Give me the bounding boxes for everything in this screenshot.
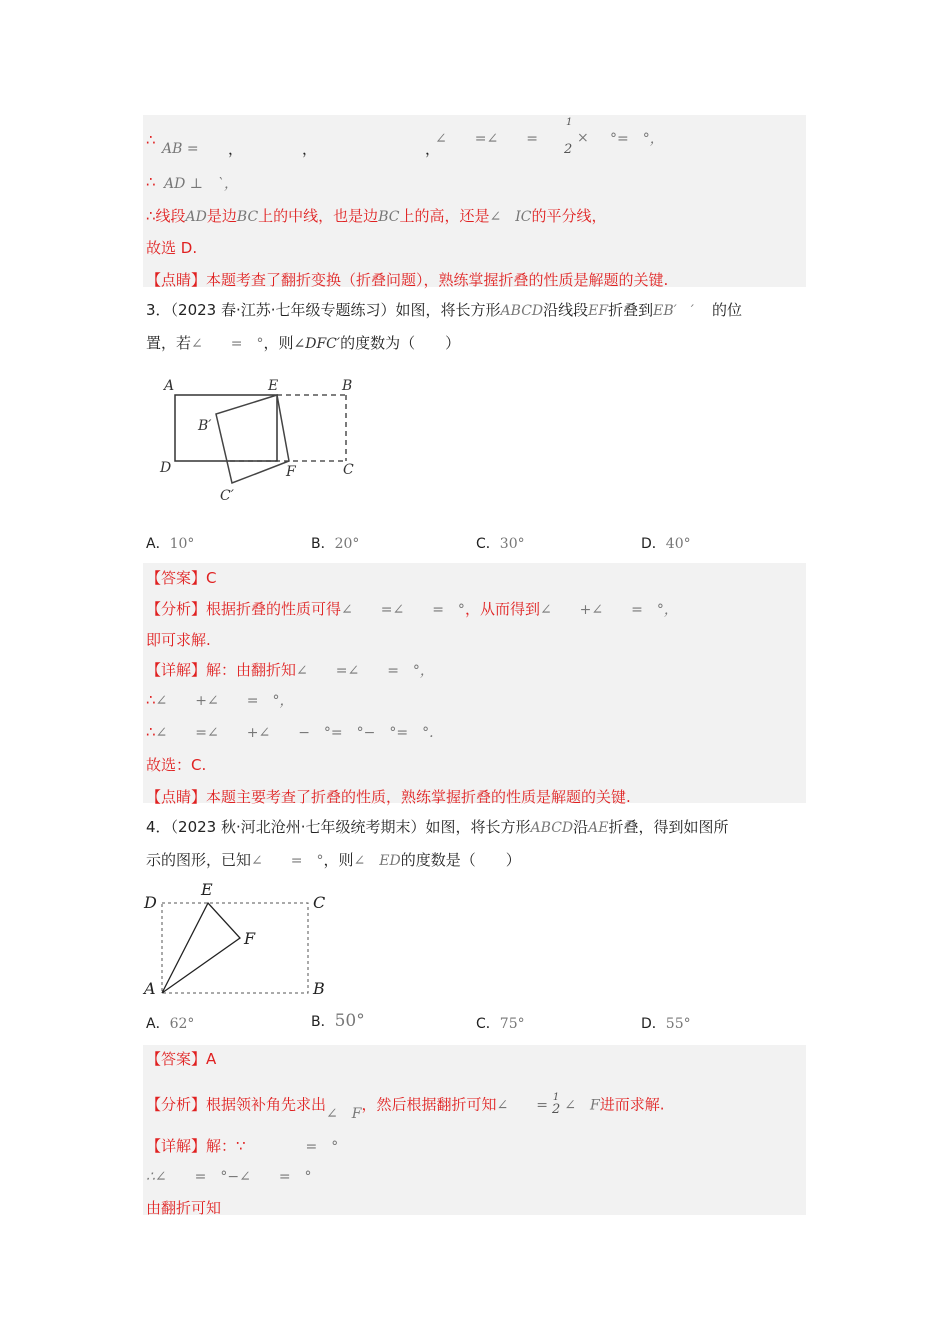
- label-F: F: [286, 464, 296, 480]
- text-segment: 的度数是（ ）: [400, 851, 521, 869]
- option-value: 20°: [334, 536, 360, 552]
- comment-line: 【点睛】本题考查了翻折变换（折叠问题），熟练掌握折叠的性质是解题的关键.: [146, 271, 669, 289]
- option-letter: C．: [476, 536, 500, 552]
- question-4-stem-line2: [146, 849, 521, 870]
- fraction-half: [552, 1093, 560, 1117]
- question-3-stem-line2: [146, 332, 460, 353]
- option-value: 40°: [665, 536, 691, 552]
- math-angle-expr: ∠ =: [496, 1097, 548, 1114]
- q3-option-c[interactable]: [476, 533, 525, 553]
- text-segment: 【详解】解：∵: [146, 1137, 246, 1155]
- option-letter: C．: [476, 1016, 500, 1032]
- math-ad-perp: AD ⊥ `，: [164, 176, 238, 192]
- solution-block-q4: [143, 1045, 806, 1215]
- solution-text-line: [146, 205, 606, 226]
- option-letter: A．: [146, 536, 170, 552]
- math-bc: BC: [378, 209, 400, 225]
- question-number: 4．: [146, 818, 171, 836]
- fraction-numerator: 1: [566, 117, 573, 128]
- math-angle-given: ∠ = °: [251, 853, 324, 869]
- math-angle-expr: ∠ +∠ = °，: [155, 693, 294, 709]
- text-segment: 上的高，还是: [399, 207, 490, 225]
- q3-figure: [150, 370, 370, 510]
- text-segment: 折叠，得到如图所: [608, 818, 729, 836]
- folded-triangle: [162, 903, 240, 993]
- text-segment: 【分析】根据折叠的性质可得: [146, 600, 342, 618]
- answer-line: 【答案】C: [146, 569, 217, 587]
- text-segment: 折叠到: [608, 301, 654, 319]
- math-ab: AB =: [162, 141, 199, 157]
- step-line: [146, 690, 293, 710]
- label-B: B: [313, 979, 325, 998]
- text-segment: 的度数为（ ）: [340, 334, 461, 352]
- label-B: B: [342, 378, 353, 394]
- option-value: 10°: [169, 536, 195, 552]
- math-angle-expr: ∠ =∠ = °，: [296, 663, 434, 679]
- math-ae: AE: [588, 820, 609, 836]
- text-segment: 沿: [573, 818, 589, 836]
- math-angle-expr: ∠ F: [326, 1105, 362, 1122]
- q4-option-c[interactable]: [476, 1013, 525, 1033]
- option-letter: D．: [641, 1016, 666, 1032]
- label-Cprime: C′: [220, 488, 234, 504]
- detail-line: [146, 659, 434, 680]
- text-segment: 是边: [206, 207, 237, 225]
- text-segment: 【详解】解：由翻折知: [146, 661, 297, 679]
- question-3-stem: [146, 299, 742, 320]
- step-line: ∴∠ = °−∠ = °: [146, 1169, 312, 1185]
- math-bc: BC: [236, 209, 259, 225]
- math-comma: ，: [302, 140, 318, 158]
- label-Bprime: B′: [198, 418, 212, 434]
- therefore-symbol: ∴: [146, 173, 156, 191]
- analysis-line: 即可求解.: [146, 631, 211, 649]
- text-segment: 沿线段: [543, 301, 589, 319]
- therefore-symbol: ∴: [146, 723, 156, 741]
- option-letter: D．: [641, 536, 666, 552]
- fraction-denominator: 2: [551, 1102, 561, 1117]
- rect-dashed: [162, 903, 308, 993]
- option-value: 75°: [499, 1016, 525, 1032]
- math-expr: = °: [305, 1139, 339, 1155]
- math-ad: AD: [185, 209, 207, 225]
- option-value: 55°: [665, 1016, 691, 1032]
- fraction-numerator: 1: [552, 1092, 560, 1103]
- analysis-line: [146, 598, 678, 619]
- math-angle-ed: ∠ ED: [353, 853, 401, 869]
- therefore-symbol: ∴: [146, 131, 156, 149]
- q4-figure: [140, 876, 340, 1001]
- q4-option-b[interactable]: [311, 1011, 365, 1031]
- math-angle: ∠ IC: [489, 209, 532, 225]
- q4-option-d[interactable]: [641, 1013, 691, 1033]
- label-C: C: [313, 893, 326, 912]
- text-segment: ，然后根据翻折可知: [361, 1095, 497, 1114]
- math-angle-expr: ∠ =∠ = °: [341, 602, 465, 618]
- text-segment: 的位: [711, 301, 742, 319]
- conclusion-line: 故选：C.: [146, 756, 207, 774]
- folded-quadrilateral: [216, 395, 289, 483]
- label-E: E: [268, 378, 279, 394]
- label-F: F: [244, 929, 256, 948]
- question-number: 3．: [146, 301, 171, 319]
- comment-line: 【点睛】本题主要考查了折叠的性质，熟练掌握折叠的性质是解题的关键.: [146, 788, 631, 806]
- label-D: D: [144, 893, 157, 912]
- math-angle-expr: ∠ =∠ +∠ − °= °− °= °.: [155, 725, 434, 741]
- question-source: （2023 春·江苏·七年级专题练习）如图，将长方形: [170, 301, 501, 319]
- option-letter: A．: [146, 1016, 170, 1032]
- answer-line: 【答案】A: [146, 1050, 217, 1068]
- analysis-line: [146, 1092, 665, 1122]
- label-C: C: [343, 462, 354, 478]
- q3-option-a[interactable]: [146, 533, 194, 553]
- math-times: ×: [577, 130, 589, 146]
- math-deg-expr: °= °，: [610, 131, 664, 147]
- text-segment: ，则: [263, 334, 294, 352]
- math-comma: ，: [228, 140, 244, 158]
- rect-adcb-left: [175, 395, 277, 461]
- math-dfc-angle: ∠DFC′: [293, 336, 341, 352]
- conclusion-line: 故选 D.: [146, 239, 198, 257]
- text-segment: 示的图形，已知: [146, 851, 252, 869]
- fraction-denominator: 2: [564, 142, 573, 157]
- step-line: 由翻折可知: [146, 1199, 222, 1217]
- math-angle-expr: ∠ F: [564, 1097, 600, 1114]
- text-segment: 置，若: [146, 334, 192, 352]
- option-value: 50°: [334, 1011, 365, 1031]
- text-segment: 的平分线，: [531, 207, 607, 225]
- therefore-symbol: ∴: [146, 691, 156, 709]
- option-letter: B．: [311, 536, 335, 552]
- option-value: 62°: [169, 1016, 195, 1032]
- label-E: E: [201, 880, 213, 899]
- math-comma: ，: [425, 140, 441, 158]
- label-A: A: [144, 979, 156, 998]
- math-ebprime: EB′ ′: [653, 303, 694, 319]
- text-segment: 上的中线，也是边: [258, 207, 379, 225]
- step-line: [146, 722, 434, 742]
- q3-option-d[interactable]: [641, 533, 691, 553]
- math-angle-given: ∠ = °: [191, 336, 264, 352]
- label-D: D: [160, 460, 172, 476]
- math-abcd: ABCD: [530, 820, 574, 836]
- text-segment: 进而求解.: [599, 1095, 665, 1114]
- math-ef: EF: [588, 303, 609, 319]
- option-letter: B．: [311, 1014, 335, 1030]
- text-segment: ，则: [323, 851, 354, 869]
- label-A: A: [164, 378, 175, 394]
- text-segment: 【分析】根据领补角先求出: [146, 1095, 327, 1114]
- question-4-stem: [146, 816, 729, 837]
- math-angle-expr: ∠ =∠ =: [435, 131, 538, 147]
- q4-option-a[interactable]: [146, 1013, 194, 1033]
- detail-line: [146, 1135, 338, 1156]
- math-angle-expr: ∠ +∠ = °，: [539, 602, 678, 618]
- text-segment: ∴线段: [146, 207, 186, 225]
- text-segment: ，从而得到: [464, 600, 540, 618]
- option-value: 30°: [499, 536, 525, 552]
- question-source: （2023 秋·河北沧州·七年级统考期末）如图，将长方形: [170, 818, 531, 836]
- q3-option-b[interactable]: [311, 533, 359, 553]
- math-abcd: ABCD: [500, 303, 544, 319]
